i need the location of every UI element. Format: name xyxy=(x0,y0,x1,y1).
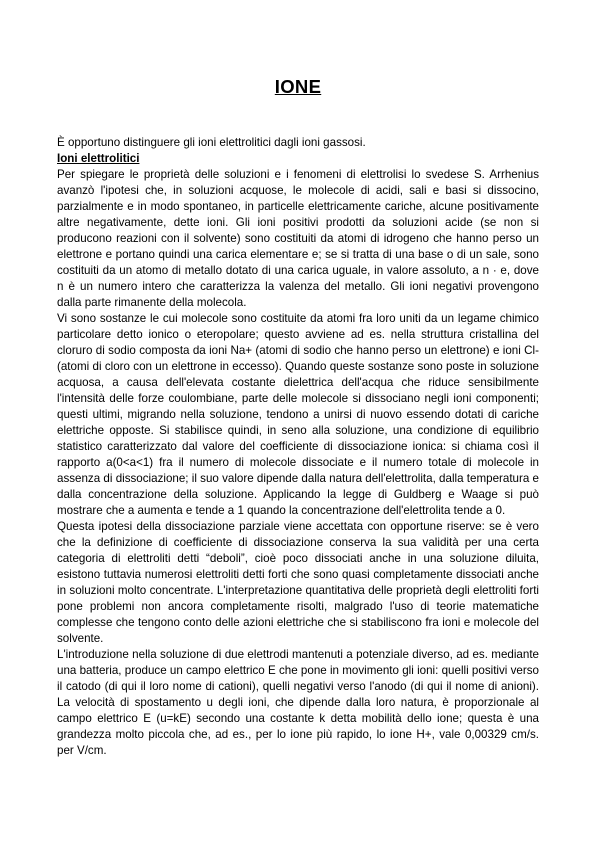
document-title: IONE xyxy=(274,76,322,97)
paragraph-1: Per spiegare le proprietà delle soluzioni e i fenomeni di elettrolisi lo svedese S. Arrhenius avanzò l'ipotesi che, in soluzioni acquose, le molecole di acidi, sali e basi si dissocino, parzialmente e in modo spontaneo, in particelle elettricamente cariche, alcune positivamente altre negativamente, dette ioni. Gli ioni positivi prodotti da soluzioni acide (se non si producono reazioni con il solvente) sono costituiti da atomi di idrogeno che hanno perso un elettrone e portano quindi una carica elementare e; se si tratta di una base o di un sale, sono costituiti da un atomo di metallo dotato di una carica uguale, in valore assoluto, a n · e, dove n è un numero intero che caratterizza la valenza del metallo. Gli ioni negativi provengono dalla parte rimanente della molecola. xyxy=(57,168,539,309)
intro-paragraph: È opportuno distinguere gli ioni elettrolitici dagli ioni gassosi. xyxy=(57,136,366,149)
paragraph-2: Vi sono sostanze le cui molecole sono costituite da atomi fra loro uniti da un legame chimico particolare detto ionico o eteropolare; questo avviene ad es. nella struttura cristallina del cloruro di sodio composta da ioni Na+ (atomi di sodio che hanno perso un elettrone) e ioni Cl- (atomi di cloro con un elettrone in eccesso). Quando queste sostanze sono poste in soluzione acquosa, a causa dell'elevata costante dielettrica dell'acqua che riduce sensibilmente l'intensità delle forze coulombiane, parte delle molecole si dissociano negli ioni componenti; questi ultimi, migrando nella soluzione, tendono a unirsi di nuovo essendo dotati di cariche elettriche opposte. Si stabilisce quindi, in seno alla soluzione, una condizione di equilibrio statistico caratterizzato dal valore del coefficiente di dissociazione ionica: si chiama così il rapporto a(0<a<1) fra il numero di molecole dissociate e il numero totale di molecole in assenza di dissociazione; il suo valore dipende dalla natura dell'elettrolita, dalla temperatura e dalla concentrazione della soluzione. Applicando la legge di Guldberg e Waage si può mostrare che a aumenta e tende a 1 quando la concentrazione dell'elettrolita tende a 0. xyxy=(57,312,539,517)
document-body xyxy=(57,135,539,759)
paragraph-4: L'introduzione nella soluzione di due elettrodi mantenuti a potenziale diverso, ad es. mediante una batteria, produce un campo elettrico E che pone in movimento gli ioni: quelli positivi verso il catodo (di qui il loro nome di cationi), quelli negativi verso l'anodo (di qui il nome di anioni). La velocità di spostamento u degli ioni, che dipende dalla loro natura, è proporzionale al campo elettrico E (u=kE) secondo una costante k detta mobilità dello ione; questa è una grandezza molto piccola che, ad es., per lo ione più rapido, lo ione H+, vale 0,00329 cm/s. per V/cm. xyxy=(57,648,539,757)
paragraph-3: Questa ipotesi della dissociazione parziale viene accettata con opportune riserve: se è vero che la definizione di coefficiente di dissociazione conserva la sua validità per una certa categoria di elettroliti detti “deboli”, cioè poco dissociati anche in una soluzione diluita, esistono tuttavia numerosi elettroliti detti forti che sono quasi completamente dissociati anche in soluzioni molto concentrate. L'interpretazione quantitativa delle proprietà degli elettroliti forti pone problemi non ancora completamente risolti, malgrado l'uso di teorie matematiche complesse che tengono conto delle azioni elettriche che si stabiliscono fra ioni e molecole del solvente. xyxy=(57,520,539,645)
section-heading: Ioni elettrolitici xyxy=(57,152,140,165)
